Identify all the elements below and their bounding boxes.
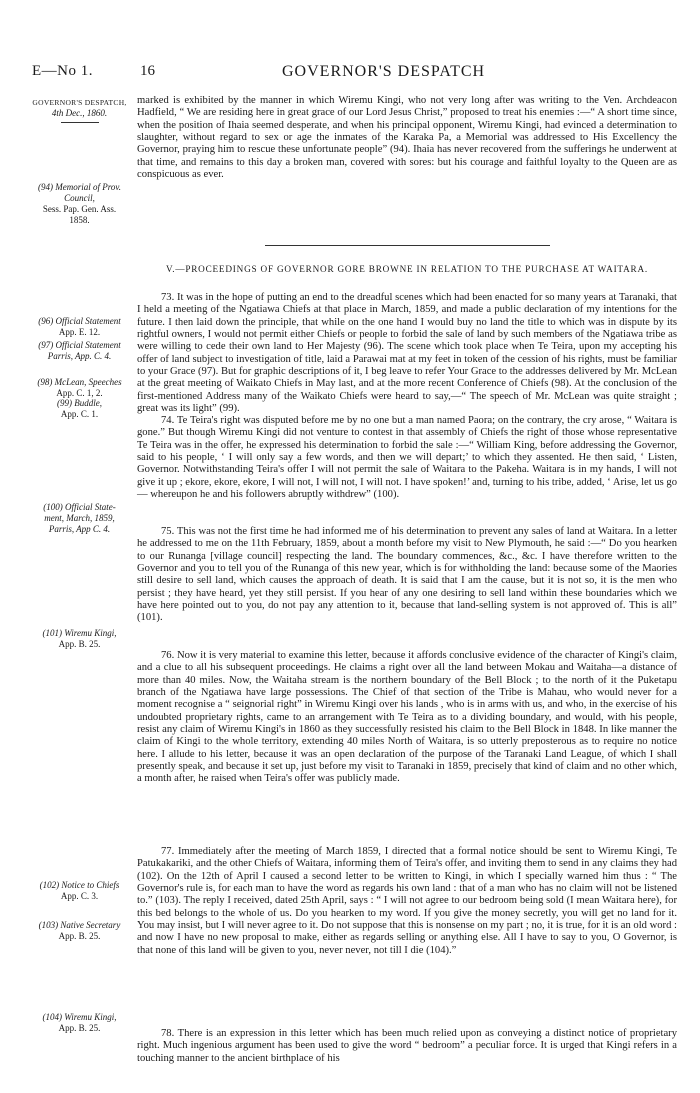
margin-note-line: (96) Official Statement <box>38 316 121 326</box>
margin-note-line: App. B. 25. <box>58 1023 101 1033</box>
section-heading: V.—PROCEEDINGS OF GOVERNOR GORE BROWNE IN RELATION TO THE PURCHASE AT WAITARA. <box>165 264 648 274</box>
margin-note-line: App. C. 1, 2. <box>56 388 103 398</box>
section-divider <box>265 245 550 246</box>
paragraph-74: 74. Te Teira's right was disputed before me by no one but a man named Paora; on the contrary, the cry arose, “ Waitara is gone.” But though Wiremu Kingi did not venture to contest in that assembly of Chiefs the right of those whose representative Te Teira was in the offer, he expressed his determination to forbid the sale :—“ William King, before addressing the Governor, said to his people, ‘ I will only say a few words, and then we will depart;’ to which they assented. He then said, ‘ Listen, Governor. Notwithstanding Teira's offer I will not permit the sale of Waitara to the Pakeha. Waitara is in my hands, I will not give it up ; ekore, ekore, ekore, I will not, I will not, I will not. I have spoken!’ and, turning to his tribe, added, ‘ Arise, let us go— whereupon he and his followers abruptly withdrew” (100). <box>137 415 677 501</box>
margin-note-line: (104) Wiremu Kingi, <box>42 1012 117 1022</box>
margin-note-96 <box>28 316 131 338</box>
margin-divider <box>61 122 99 123</box>
margin-note-101 <box>28 628 131 650</box>
margin-note-line: App. B. 25. <box>58 639 101 649</box>
margin-note-line: Council, <box>64 193 95 203</box>
margin-note-line: App. E. 12. <box>58 327 101 337</box>
margin-note-line: App. B. 25. <box>58 931 101 941</box>
margin-note-line: Parris, App C. 4. <box>48 524 111 534</box>
margin-note-line: Sess. Pap. Gen. Ass. <box>42 204 117 214</box>
margin-note-98 <box>28 377 131 399</box>
margin-note-102 <box>28 880 131 902</box>
intro-paragraph-block <box>137 95 677 181</box>
running-title: GOVERNOR'S DESPATCH <box>282 63 486 80</box>
margin-note-line: 4th Dec., 1860. <box>51 108 108 118</box>
margin-note-line: (94) Memorial of Prov. <box>38 182 121 192</box>
intro-paragraph: marked is exhibited by the manner in which Wiremu Kingi, who not very long after was writing to the Ven. Archdeacon Hadfield, “ We are residing here in great grace of our Lord Jesus Christ,” proposed to treat his enemies :—“ A short time since, when the position of Ihaia seemed desperate, and when his principal opponent, Wiremu Kingi, had evinced a determination to slaughter, without regard to sex or age the inmates of the Karaka Pa, a Memorial was addressed to His Excellency the Governor, praying him to rescue these unfortunate people” (94). Ihaia has never recovered from the sufferings he underwent at that time, and remains to this day a broken man, covered with sores: but his courage and faithful loyalty to the Queen are as conspicuous as ever. <box>137 95 677 181</box>
margin-note-line: GOVERNOR'S DESPATCH, <box>32 98 127 107</box>
margin-note-line: (103) Native Secretary <box>38 920 121 930</box>
paragraph-76-block <box>137 650 677 786</box>
margin-note-line: 1858. <box>69 215 90 225</box>
margin-note-line: (100) Official State- <box>43 502 116 512</box>
paragraph-77: 77. Immediately after the meeting of March 1859, I directed that a formal notice should be sent to Wiremu Kingi, Te Patukakariki, and the other Chiefs of Waitara, informing them of Teira's offer, and inviting them to send in any claims they had (102). On the 12th of April I caused a second letter to be written to Kingi, in which I specially warned him thus : “ The Governor's rule is, for each man to have the word as regards his own land : that of a man who has no claim will not be listened to.” (103). The reply I received, dated 25th April, says : “ I will not agree to our bedroom being sold (I mean Waitara here), for this bed belongs to the whole of us. Do you hearken to my word. If you give the money secretly, you will get no land for it. You may insist, but I will never agree to it. Do not suppose that this is nonsense on my part ; no, it is true, for it is an old word : and now I have no new proposal to make, either as regards selling or anything else. All I have to say to you, O Governor, is that none of this land will be given to you, never never, not till I die (104).” <box>137 846 677 956</box>
margin-note-despatch-date <box>28 97 131 123</box>
paragraph-78: 78. There is an expression in this letter which has been much relied upon as conveying a distinct notice of proprietary right. Much ingenious argument has been used to give the word “ bedroom” a peculiar force. It is urged that Kingi refers in a touching manner to the ancient birthplace of his <box>137 1028 677 1064</box>
margin-note-line: (97) Official Statement <box>38 340 121 350</box>
paragraph-77-block <box>137 846 677 957</box>
margin-note-103 <box>28 920 131 942</box>
margin-note-line: App. C. 1. <box>60 409 99 419</box>
running-header <box>32 63 672 85</box>
paragraph-74-block <box>137 415 677 501</box>
paragraph-73: 73. It was in the hope of putting an end to the dreadful scenes which had been enacted for so many years at Taranaki, that I held a meeting of the Ngatiawa Chiefs at that place in March, 1859, and made a public declaration of my intentions for the future. I then laid down the principle, that while on the one hand I would buy no land the title to which was in dispute by its rightful owners, I would not permit either Chiefs or people to forbid the sale of land by such members of the Ngatiawa tribe as were willing to cede their own land to Her Majesty (96). The scene which took place when Te Teira, upon my accepting his offer of land subject to investigation of title, laid a Parawai mat at my feet in token of the cession of his rights, must be familiar to your Grace (97). But for graphic descriptions of it, I beg leave to refer Your Grace to the addresses delivered by Mr. McLean at the great meeting of Waikato Chiefs in May last, and at the more recent Conference of Chiefs (98). At the conclusion of the first-mentioned Address many of the Waikato Chiefs were heard to say,—“ The speech of Mr. McLean was quite straight ; great was its light” (99). <box>137 292 677 415</box>
paragraph-73-block <box>137 292 677 415</box>
margin-note-97 <box>28 340 131 362</box>
paragraph-76: 76. Now it is very material to examine this letter, because it affords conclusive evidence of the character of Kingi's claim, and a clue to all his subsequent proceedings. He claims a right over all the land between Mokau and Waitaha—a distance of more than 40 miles. Now, the Waitaha stream is the northern boundary of the Bell Block ; to the north of it the Puketapu branch of the Ngatiawa have large possessions. The Chief of that section of the Tribe is Mahau, who would never for a moment recognise a “ seignorial right” in Wiremu Kingi over his lands , who is in arms with us, and who, in the exercise of his undoubted proprietary rights, came to an arrangement with Te Teira as to a dividing boundary, and would, with his people, resist any claim of Wiremu Kingi's in 1860 as they successfully resisted his claim to the Bell Block in 1848. In like manner the claim of Kingi to the whole territory, extending 40 miles North of Waitara, is so utterly preposterous as to require no notice here. I allude to his letter, because it was an open declaration of the purpose of the Taranaki Land League, of which I shall presently speak, and because it set up, just before my visit to Taranaki in 1859, precisely that kind of claim and no other which, a month after, he raised when Teira's offer was publicly made. <box>137 650 677 785</box>
margin-note-line: (99) Buddle, <box>57 398 102 408</box>
margin-note-line: (102) Notice to Chiefs <box>39 880 120 890</box>
margin-note-line: App. C. 3. <box>60 891 99 901</box>
paragraph-78-block <box>137 1028 677 1065</box>
margin-note-line: (98) McLean, Speeches <box>37 377 122 387</box>
page-number: 16 <box>140 63 155 79</box>
margin-note-104 <box>28 1012 131 1034</box>
margin-note-99 <box>28 398 131 420</box>
margin-note-line: Parris, App. C. 4. <box>47 351 112 361</box>
margin-note-line: ment, March, 1859, <box>44 513 115 523</box>
paragraph-75: 75. This was not the first time he had informed me of his determination to prevent any sales of land at Waitara. In a letter he addressed to me on the 11th February, 1859, about a month before my visit to New Plymouth, he said :—“ Do you hearken to our Runanga [village council] respecting the land. The boundary commences, &c., &c. I have therefore written to the Governor and you to tell you of the Runanga of this new year, which is for withholding the land: because some of the Maories still desire to sell land, which causes the approach of death. It is said that I am the cause, but it is not so, it is the men who persist ; they have heard, yet they still persist. If you hear of any one desiring to sell land within these boundaries which we have here pointed out to you, do not pay any attention to it, because that land-selling system is not approved of. This is all” (101). <box>137 526 677 624</box>
document-reference: E—No 1. <box>32 63 93 79</box>
margin-note-94 <box>28 182 131 226</box>
margin-note-line: (101) Wiremu Kingi, <box>42 628 117 638</box>
paragraph-75-block <box>137 526 677 625</box>
margin-note-100 <box>28 502 131 535</box>
